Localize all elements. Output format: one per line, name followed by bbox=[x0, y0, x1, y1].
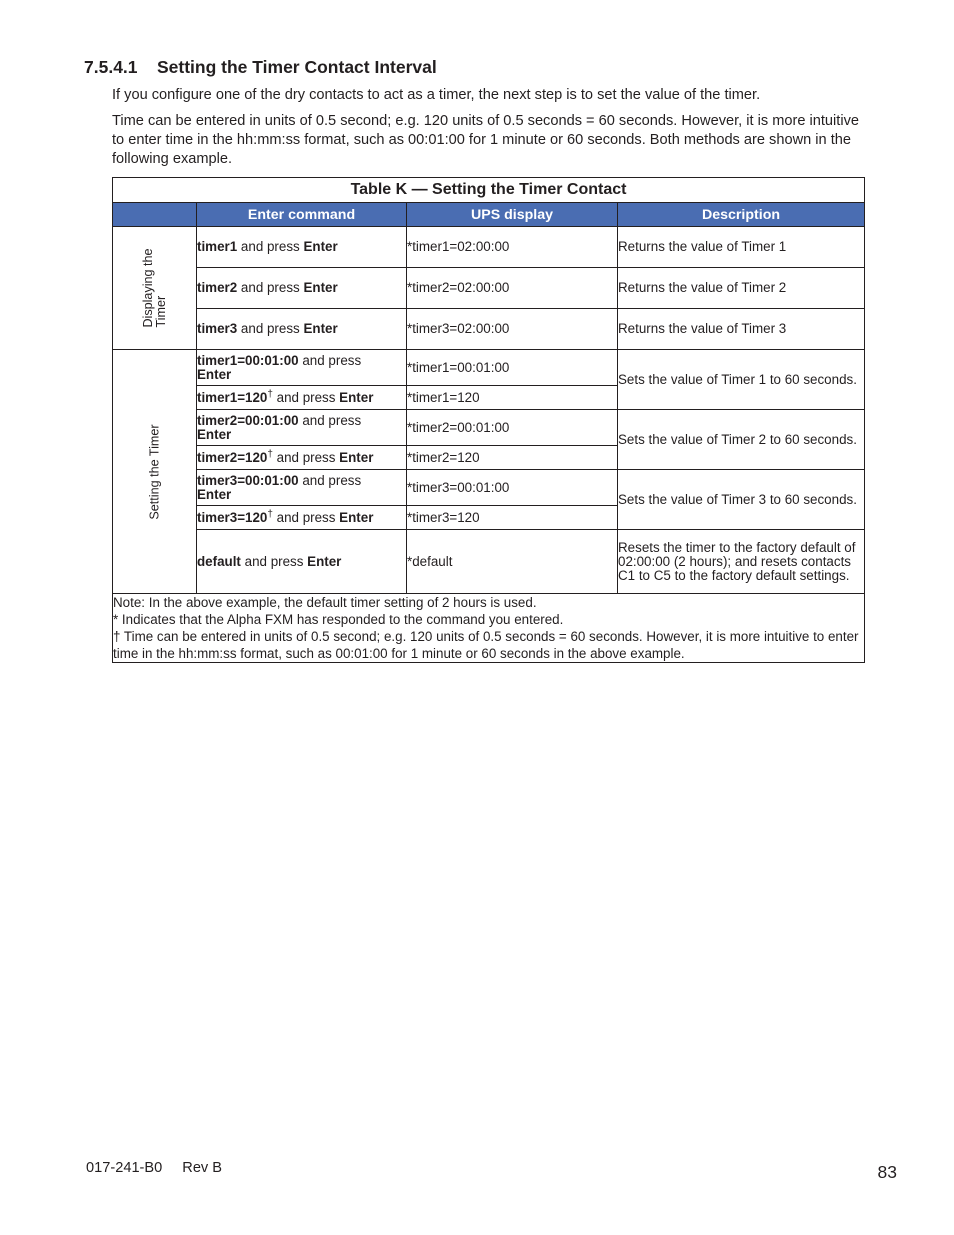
timer-contact-table bbox=[112, 177, 865, 663]
description-cell: Returns the value of Timer 2 bbox=[618, 268, 865, 309]
ups-display-cell: *timer1=02:00:00 bbox=[407, 227, 618, 268]
command-cell: timer2 and press Enter bbox=[197, 268, 407, 309]
table-row bbox=[113, 530, 865, 594]
ups-display-cell: *timer2=00:01:00 bbox=[407, 410, 618, 446]
description-cell: Sets the value of Timer 1 to 60 seconds. bbox=[618, 350, 865, 410]
command-cell: default and press Enter bbox=[197, 530, 407, 594]
table-row bbox=[113, 470, 865, 506]
table-title: Table K — Setting the Timer Contact bbox=[113, 178, 865, 203]
section-number: 7.5.4.1 bbox=[84, 57, 138, 77]
command-cell: timer2=00:01:00 and press Enter bbox=[197, 410, 407, 446]
table-header-row bbox=[113, 203, 865, 227]
section-heading bbox=[84, 57, 437, 78]
revision: Rev B bbox=[182, 1160, 223, 1176]
doc-number: 017-241-B0 bbox=[86, 1160, 163, 1176]
command-cell: timer1=00:01:00 and press Enter bbox=[197, 350, 407, 386]
command-cell: timer1 and press Enter bbox=[197, 227, 407, 268]
group-label-displaying bbox=[113, 227, 197, 350]
group-label-setting-text: Setting the Timer bbox=[147, 423, 161, 520]
section-title: Setting the Timer Contact Interval bbox=[157, 57, 437, 77]
description-cell: Returns the value of Timer 3 bbox=[618, 309, 865, 350]
page-number: 83 bbox=[877, 1162, 897, 1182]
intro-paragraph: If you configure one of the dry contacts to act as a timer, the next step is to set the value of the timer. bbox=[112, 87, 761, 103]
group-label-setting bbox=[113, 350, 197, 594]
description-cell: Resets the timer to the factory default of 02:00:00 (2 hours); and resets contacts C1 to C5 to the factory default settings. bbox=[618, 530, 865, 594]
description-cell: Sets the value of Timer 3 to 60 seconds. bbox=[618, 470, 865, 530]
description-cell: Sets the value of Timer 2 to 60 seconds. bbox=[618, 410, 865, 470]
header-blank-cell bbox=[113, 203, 197, 227]
ups-display-cell: *timer1=00:01:00 bbox=[407, 350, 618, 386]
ups-display-cell: *timer2=02:00:00 bbox=[407, 268, 618, 309]
group-label-displaying-line1: Displaying the bbox=[140, 248, 155, 328]
table-notes bbox=[113, 594, 865, 663]
table-row bbox=[113, 410, 865, 446]
group-label-displaying-line2: Timer bbox=[153, 295, 168, 328]
ups-display-cell: *timer1=120 bbox=[407, 386, 618, 410]
note-default-setting: Note: In the above example, the default timer setting of 2 hours is used. bbox=[113, 595, 537, 610]
note-dagger: † Time can be entered in units of 0.5 second; e.g. 120 units of 0.5 seconds = 60 seconds. However, it is more intuitive to enter time in the hh:mm:ss format, such as 00:01:00 for 1 minute or 60 seconds in the above example. bbox=[113, 629, 859, 661]
ups-display-cell: *default bbox=[407, 530, 618, 594]
note-asterisk: * Indicates that the Alpha FXM has responded to the command you entered. bbox=[113, 612, 564, 627]
command-cell: timer1=120† and press Enter bbox=[197, 386, 407, 410]
footer-doc-info bbox=[86, 1160, 222, 1176]
time-format-paragraph: Time can be entered in units of 0.5 second; e.g. 120 units of 0.5 seconds = 60 seconds. However, it is more intuitive to enter time in the hh:mm:ss format, such as 00:01:00 for 1 minute or 60 seconds. Both methods are shown in the following example. bbox=[112, 113, 860, 167]
command-cell: timer3=120† and press Enter bbox=[197, 506, 407, 530]
table-row bbox=[113, 350, 865, 386]
table-row bbox=[113, 268, 865, 309]
table-row bbox=[113, 227, 865, 268]
header-ups-display: UPS display bbox=[407, 203, 618, 227]
ups-display-cell: *timer3=02:00:00 bbox=[407, 309, 618, 350]
command-cell: timer3=00:01:00 and press Enter bbox=[197, 470, 407, 506]
header-enter-command: Enter command bbox=[197, 203, 407, 227]
ups-display-cell: *timer3=120 bbox=[407, 506, 618, 530]
description-cell: Returns the value of Timer 1 bbox=[618, 227, 865, 268]
ups-display-cell: *timer3=00:01:00 bbox=[407, 470, 618, 506]
table-row bbox=[113, 309, 865, 350]
ups-display-cell: *timer2=120 bbox=[407, 446, 618, 470]
command-cell: timer3 and press Enter bbox=[197, 309, 407, 350]
command-cell: timer2=120† and press Enter bbox=[197, 446, 407, 470]
header-description: Description bbox=[618, 203, 865, 227]
